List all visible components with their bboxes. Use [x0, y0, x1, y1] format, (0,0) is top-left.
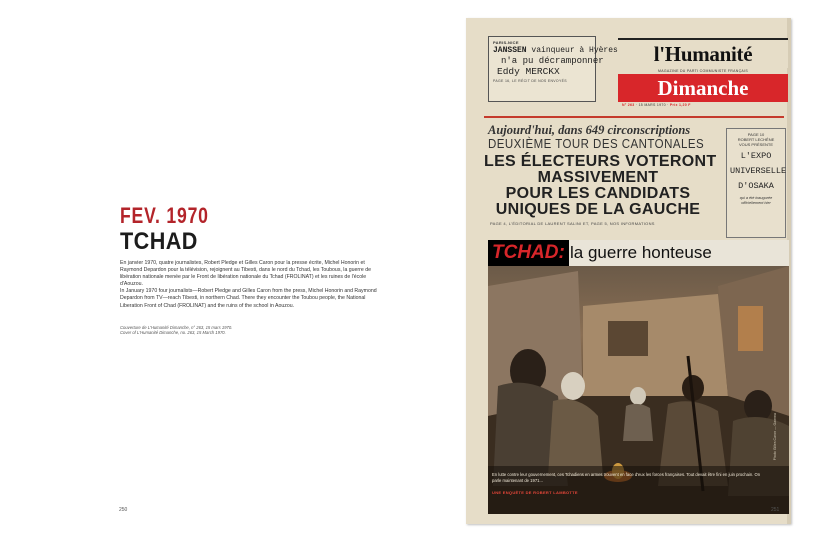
osaka-presents: VOUS PRÉSENTE	[738, 142, 773, 147]
masthead-dimanche: Dimanche	[657, 75, 749, 100]
paragraph-french: En janvier 1970, quatre journalistes, Robert Pledge et Gilles Caron pour la presse écrite, Michel Honorin et Raymond Depardon pour la télévision, rejoignent au Tibesti, dans le nord du Tchad, les Toubous, la guerre de libération nationale menée par le Front de libération nationale du Tchad (FROLINAT) et les ruines de l'école d'Aouzou.	[120, 260, 371, 288]
inset-foot: PAGE 16, LE RÉCIT DE NOS ENVOYÉS	[493, 79, 567, 83]
country-title: TCHAD	[120, 228, 198, 255]
cover-caption	[120, 325, 382, 336]
headline-3: POUR LES CANDIDATS	[505, 185, 691, 202]
body-text	[120, 260, 382, 310]
sports-inset	[488, 36, 618, 102]
page-number-right: 251	[771, 507, 780, 513]
figure-distant-body	[623, 404, 653, 441]
paragraph-english: In January 1970 four journalists—Robert Pledge and Gilles Caron from the press, Michel Honorin and Raymond Depardon from TV—reach Tibesti, in northern Chad. There they encounter the Toubou people, the National Liberation Front of Chad (FROLINAT) and the ruins of the school in Aouzou.	[120, 288, 377, 309]
tour-line: DEUXIÈME TOUR DES CANTONALES	[488, 137, 705, 151]
headline-4: UNIQUES DE LA GAUCHE	[495, 201, 701, 218]
magazine-cover	[466, 18, 791, 524]
osaka-author: ROBERT LECHÊNE	[737, 137, 775, 142]
inset-tag: PARIS-NICE	[493, 40, 519, 45]
masthead-subtitle: MAGAZINE DU PARTI COMMUNISTE FRANÇAIS	[658, 69, 748, 73]
page-number-left: 250	[119, 507, 128, 513]
editorial-ref: PAGE 4, L'ÉDITORIAL DE LAURENT SALINI ET, PAGE 5, NOS INFORMATIONS	[490, 221, 655, 226]
banner-tchad: TCHAD:	[488, 240, 569, 266]
inset-line-1	[493, 46, 618, 56]
osaka-big-2: UNIVERSELLE	[730, 166, 787, 176]
red-rule	[484, 116, 784, 118]
figure-turban	[561, 372, 585, 400]
issue-number: N° 263	[622, 103, 635, 107]
side-credit: Photo Gilles Caron — Gamma	[773, 413, 777, 461]
photo-banner	[488, 240, 789, 266]
photo-credit: UNE ENQUÊTE DE ROBERT LAMBOTTE	[492, 490, 578, 495]
banner-title: la guerre honteuse	[570, 243, 712, 262]
osaka-foot: qui a été inaugurée officiellement hier	[739, 196, 773, 205]
figure-distant-head	[630, 387, 646, 405]
issue-date: 15 MARS 1970	[638, 103, 666, 107]
issue-price: Prix 1,20 F	[669, 103, 691, 107]
date-title: FEV. 1970	[120, 203, 209, 228]
caption-english: Cover of L'Humanité Dimanche, no. 263, 15 March 1970.	[120, 330, 226, 336]
osaka-big-1: L'EXPO	[740, 151, 772, 161]
inset-line-2: n'a pu décramponner	[501, 56, 604, 66]
inset-name: JANSSEN	[493, 46, 527, 55]
osaka-page: PAGE 10	[747, 132, 765, 137]
osaka-box	[726, 128, 786, 238]
masthead	[618, 38, 788, 112]
masthead-top	[618, 38, 788, 68]
today-line: Aujourd'hui, dans 649 circonscriptions	[488, 123, 691, 137]
inset-line-1-rest: vainqueur à Hyères	[526, 46, 618, 55]
masthead-red-band	[618, 74, 788, 102]
headline-1: LES ÉLECTEURS VOTERONT	[484, 153, 717, 170]
headline-2: MASSIVEMENT	[537, 169, 659, 186]
wall-back	[583, 294, 728, 396]
masthead-title: l'Humanité	[653, 41, 753, 66]
photo-caption: En lutte contre leur gouvernement, ces Tchadiens en armes trouvent en face d'eux les forces françaises. Tout devait être fini en juin prochain. On parle maintenant de 1971...	[492, 472, 761, 483]
doorway-light	[738, 306, 763, 351]
masthead-info: N° 263 · 15 MARS 1970 · Prix 1,20 F	[622, 103, 691, 107]
inset-line-3: Eddy MERCKX	[497, 66, 560, 77]
wall-window	[608, 321, 648, 356]
caption-french: Couverture de L'Humanité Dimanche, n° 263, 15 mars 1970.	[120, 325, 233, 330]
osaka-big-3: D'OSAKA	[738, 181, 774, 191]
